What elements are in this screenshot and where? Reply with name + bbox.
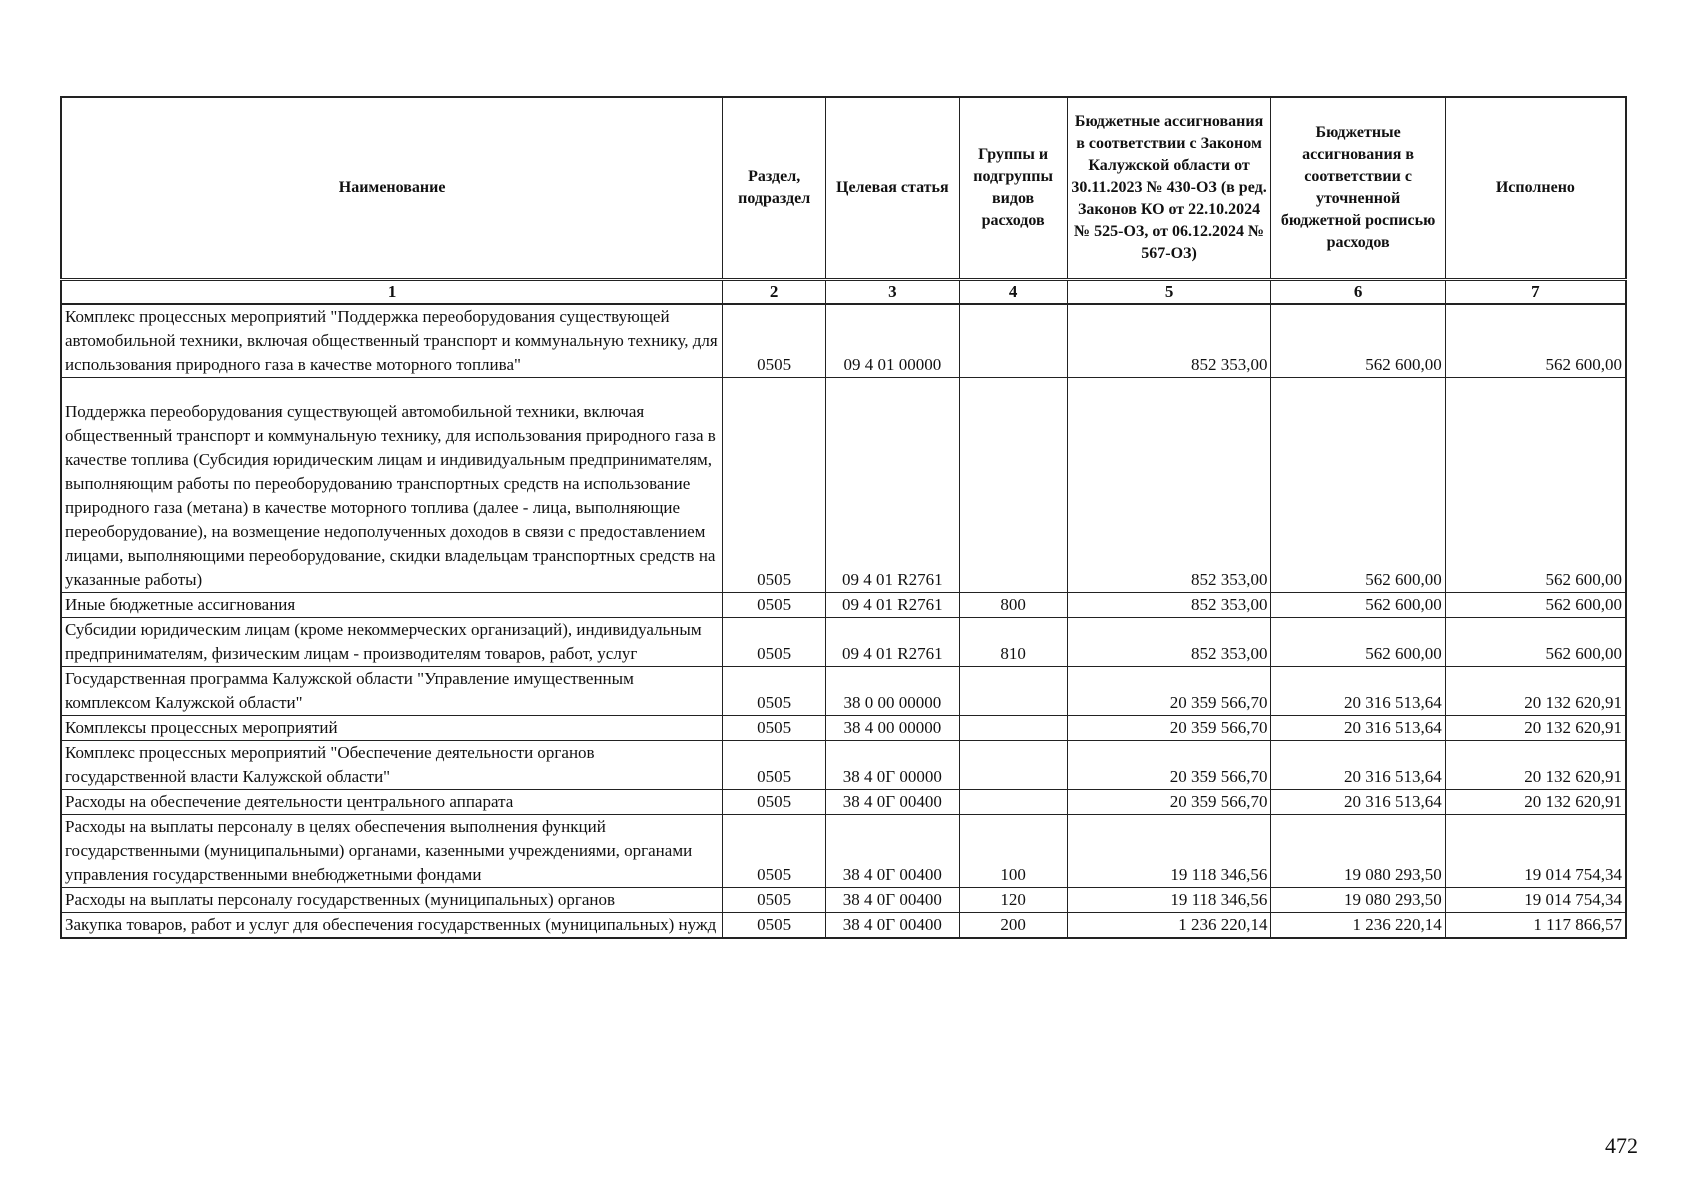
row-name: Расходы на выплаты персоналу в целях обеспечения выполнения функций государственными (муниципальными) органами, казенными учреждениями, органами управления государственными внебюджетными фондами bbox=[61, 814, 723, 887]
table-row bbox=[61, 789, 1626, 814]
row-law-amount: 20 359 566,70 bbox=[1067, 666, 1271, 715]
column-number: 2 bbox=[723, 279, 826, 304]
row-name: Комплексы процессных мероприятий bbox=[61, 715, 723, 740]
row-executed-amount: 20 132 620,91 bbox=[1445, 789, 1626, 814]
column-number: 1 bbox=[61, 279, 723, 304]
row-refined-amount: 20 316 513,64 bbox=[1271, 740, 1445, 789]
row-section: 0505 bbox=[723, 592, 826, 617]
row-refined-amount: 562 600,00 bbox=[1271, 617, 1445, 666]
table-row bbox=[61, 715, 1626, 740]
row-refined-amount: 20 316 513,64 bbox=[1271, 789, 1445, 814]
table-row bbox=[61, 814, 1626, 887]
header-executed: Исполнено bbox=[1445, 97, 1626, 279]
header-name: Наименование bbox=[61, 97, 723, 279]
column-number: 5 bbox=[1067, 279, 1271, 304]
row-refined-amount: 562 600,00 bbox=[1271, 304, 1445, 378]
header-section: Раздел, подраздел bbox=[723, 97, 826, 279]
row-article: 09 4 01 R2761 bbox=[826, 592, 959, 617]
row-name: Комплекс процессных мероприятий "Поддержка переоборудования существующей автомобильной техники, включая общественный транспорт и коммунальную технику, для использования природного газа в качестве моторного топлива" bbox=[61, 304, 723, 378]
row-group: 800 bbox=[959, 592, 1067, 617]
row-refined-amount: 19 080 293,50 bbox=[1271, 814, 1445, 887]
table-row bbox=[61, 377, 1626, 592]
table-row bbox=[61, 887, 1626, 912]
row-executed-amount: 1 117 866,57 bbox=[1445, 912, 1626, 938]
row-executed-amount: 20 132 620,91 bbox=[1445, 666, 1626, 715]
column-number: 6 bbox=[1271, 279, 1445, 304]
column-number-row bbox=[61, 279, 1626, 304]
row-refined-amount: 562 600,00 bbox=[1271, 592, 1445, 617]
header-article: Целевая статья bbox=[826, 97, 959, 279]
row-refined-amount: 1 236 220,14 bbox=[1271, 912, 1445, 938]
column-number: 3 bbox=[826, 279, 959, 304]
row-name: Закупка товаров, работ и услуг для обеспечения государственных (муниципальных) нужд bbox=[61, 912, 723, 938]
row-law-amount: 20 359 566,70 bbox=[1067, 715, 1271, 740]
row-name: Субсидии юридическим лицам (кроме некоммерческих организаций), индивидуальным предпринимателям, физическим лицам - производителям товаров, работ, услуг bbox=[61, 617, 723, 666]
row-refined-amount: 562 600,00 bbox=[1271, 377, 1445, 592]
row-section: 0505 bbox=[723, 740, 826, 789]
row-group bbox=[959, 377, 1067, 592]
row-article: 09 4 01 R2761 bbox=[826, 617, 959, 666]
row-article: 38 4 00 00000 bbox=[826, 715, 959, 740]
row-executed-amount: 562 600,00 bbox=[1445, 377, 1626, 592]
row-article: 38 0 00 00000 bbox=[826, 666, 959, 715]
row-law-amount: 19 118 346,56 bbox=[1067, 887, 1271, 912]
row-name: Комплекс процессных мероприятий "Обеспечение деятельности органов государственной власти Калужской области" bbox=[61, 740, 723, 789]
row-section: 0505 bbox=[723, 887, 826, 912]
row-group bbox=[959, 666, 1067, 715]
row-section: 0505 bbox=[723, 912, 826, 938]
header-law-allocations: Бюджетные ассигнования в соответствии с Законом Калужской области от 30.11.2023 № 430-ОЗ (в ред. Законов КО от 22.10.2024 № 525-ОЗ, от 06.12.2024 № 567-ОЗ) bbox=[1067, 97, 1271, 279]
row-group: 200 bbox=[959, 912, 1067, 938]
row-article: 09 4 01 00000 bbox=[826, 304, 959, 378]
row-article: 09 4 01 R2761 bbox=[826, 377, 959, 592]
row-article: 38 4 0Г 00400 bbox=[826, 887, 959, 912]
row-name: Поддержка переоборудования существующей автомобильной техники, включая общественный транспорт и коммунальную технику, для использования природного газа в качестве топлива (Субсидия юридическим лицам и индивидуальным предпринимателям, выполняющим работы по переоборудованию транспортных средств на использование природного газа (метана) в качестве моторного топлива (далее - лица, выполняющие переоборудование), на возмещение недополученных доходов в связи с предоставлением лицами, выполняющими переоборудование, скидки владельцам транспортных средств на указанные работы) bbox=[61, 377, 723, 592]
row-section: 0505 bbox=[723, 814, 826, 887]
row-section: 0505 bbox=[723, 304, 826, 378]
row-executed-amount: 562 600,00 bbox=[1445, 617, 1626, 666]
table-row bbox=[61, 592, 1626, 617]
header-row bbox=[61, 97, 1626, 279]
row-group: 120 bbox=[959, 887, 1067, 912]
row-refined-amount: 19 080 293,50 bbox=[1271, 887, 1445, 912]
page-number: 472 bbox=[1605, 1133, 1638, 1158]
table-row bbox=[61, 666, 1626, 715]
row-article: 38 4 0Г 00000 bbox=[826, 740, 959, 789]
header-refined-allocations: Бюджетные ассигнования в соответствии с уточненной бюджетной росписью расходов bbox=[1271, 97, 1445, 279]
row-group bbox=[959, 304, 1067, 378]
row-executed-amount: 20 132 620,91 bbox=[1445, 740, 1626, 789]
table-row bbox=[61, 740, 1626, 789]
row-refined-amount: 20 316 513,64 bbox=[1271, 666, 1445, 715]
row-section: 0505 bbox=[723, 715, 826, 740]
row-name: Иные бюджетные ассигнования bbox=[61, 592, 723, 617]
row-law-amount: 20 359 566,70 bbox=[1067, 740, 1271, 789]
row-name: Государственная программа Калужской области "Управление имущественным комплексом Калужской области" bbox=[61, 666, 723, 715]
header-expense-group: Группы и подгруппы видов расходов bbox=[959, 97, 1067, 279]
row-law-amount: 20 359 566,70 bbox=[1067, 789, 1271, 814]
row-group bbox=[959, 789, 1067, 814]
table-row bbox=[61, 304, 1626, 378]
row-article: 38 4 0Г 00400 bbox=[826, 912, 959, 938]
row-law-amount: 852 353,00 bbox=[1067, 592, 1271, 617]
row-section: 0505 bbox=[723, 789, 826, 814]
row-law-amount: 852 353,00 bbox=[1067, 304, 1271, 378]
row-law-amount: 852 353,00 bbox=[1067, 617, 1271, 666]
table-row bbox=[61, 617, 1626, 666]
row-law-amount: 852 353,00 bbox=[1067, 377, 1271, 592]
row-executed-amount: 20 132 620,91 bbox=[1445, 715, 1626, 740]
row-executed-amount: 562 600,00 bbox=[1445, 592, 1626, 617]
row-name: Расходы на выплаты персоналу государственных (муниципальных) органов bbox=[61, 887, 723, 912]
column-number: 7 bbox=[1445, 279, 1626, 304]
row-section: 0505 bbox=[723, 617, 826, 666]
row-article: 38 4 0Г 00400 bbox=[826, 814, 959, 887]
row-law-amount: 19 118 346,56 bbox=[1067, 814, 1271, 887]
row-article: 38 4 0Г 00400 bbox=[826, 789, 959, 814]
row-name: Расходы на обеспечение деятельности центрального аппарата bbox=[61, 789, 723, 814]
row-law-amount: 1 236 220,14 bbox=[1067, 912, 1271, 938]
table-row bbox=[61, 912, 1626, 938]
column-number: 4 bbox=[959, 279, 1067, 304]
row-section: 0505 bbox=[723, 666, 826, 715]
row-executed-amount: 19 014 754,34 bbox=[1445, 887, 1626, 912]
row-group: 810 bbox=[959, 617, 1067, 666]
row-refined-amount: 20 316 513,64 bbox=[1271, 715, 1445, 740]
budget-table bbox=[60, 96, 1627, 939]
row-group bbox=[959, 740, 1067, 789]
row-executed-amount: 562 600,00 bbox=[1445, 304, 1626, 378]
row-group: 100 bbox=[959, 814, 1067, 887]
row-section: 0505 bbox=[723, 377, 826, 592]
row-group bbox=[959, 715, 1067, 740]
row-executed-amount: 19 014 754,34 bbox=[1445, 814, 1626, 887]
